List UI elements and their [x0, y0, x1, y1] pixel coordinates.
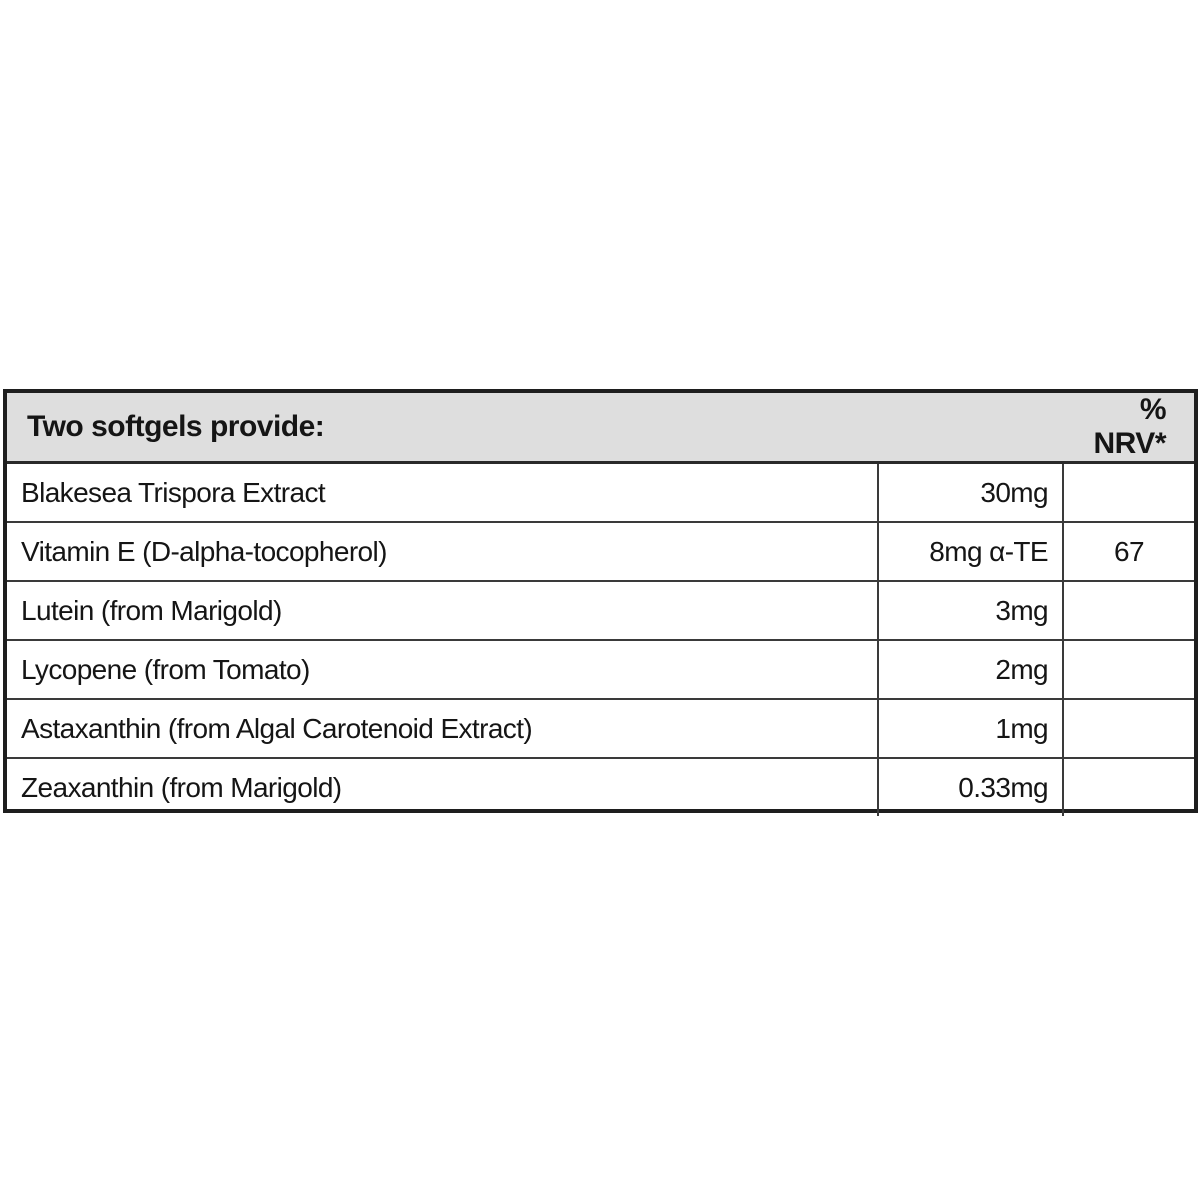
ingredient-nrv: [1063, 581, 1194, 640]
ingredient-amount: 1mg: [878, 699, 1063, 758]
ingredient-name: Blakesea Trispora Extract: [7, 463, 878, 523]
nrv-column-header: % NRV*: [1063, 393, 1194, 463]
ingredient-amount: 3mg: [878, 581, 1063, 640]
nutrition-table: [7, 393, 1194, 816]
table-row: [7, 699, 1194, 758]
table-row: [7, 758, 1194, 816]
ingredient-nrv: [1063, 699, 1194, 758]
ingredient-amount: 0.33mg: [878, 758, 1063, 816]
table-row: [7, 640, 1194, 699]
table-row: [7, 463, 1194, 523]
supplement-facts-panel: [3, 389, 1198, 813]
ingredient-nrv: [1063, 640, 1194, 699]
ingredient-name: Zeaxanthin (from Marigold): [21, 771, 342, 803]
table-row: [7, 522, 1194, 581]
serving-title: Two softgels provide:: [7, 393, 1063, 463]
ingredient-nrv: [1063, 463, 1194, 523]
ingredient-nrv: 67: [1063, 522, 1194, 581]
ingredient-name: Lycopene (from Tomato): [7, 640, 878, 699]
ingredient-amount: 30mg: [878, 463, 1063, 523]
ingredient-nrv: [1063, 758, 1194, 816]
ingredient-amount: 2mg: [878, 640, 1063, 699]
ingredient-name: Astaxanthin (from Algal Carotenoid Extract): [7, 699, 878, 758]
ingredient-amount: 8mg α-TE: [878, 522, 1063, 581]
table-header-row: [7, 393, 1194, 463]
ingredient-name: Vitamin E (D-alpha-tocopherol): [7, 522, 878, 581]
table-row: [7, 581, 1194, 640]
ingredient-name: Lutein (from Marigold): [7, 581, 878, 640]
